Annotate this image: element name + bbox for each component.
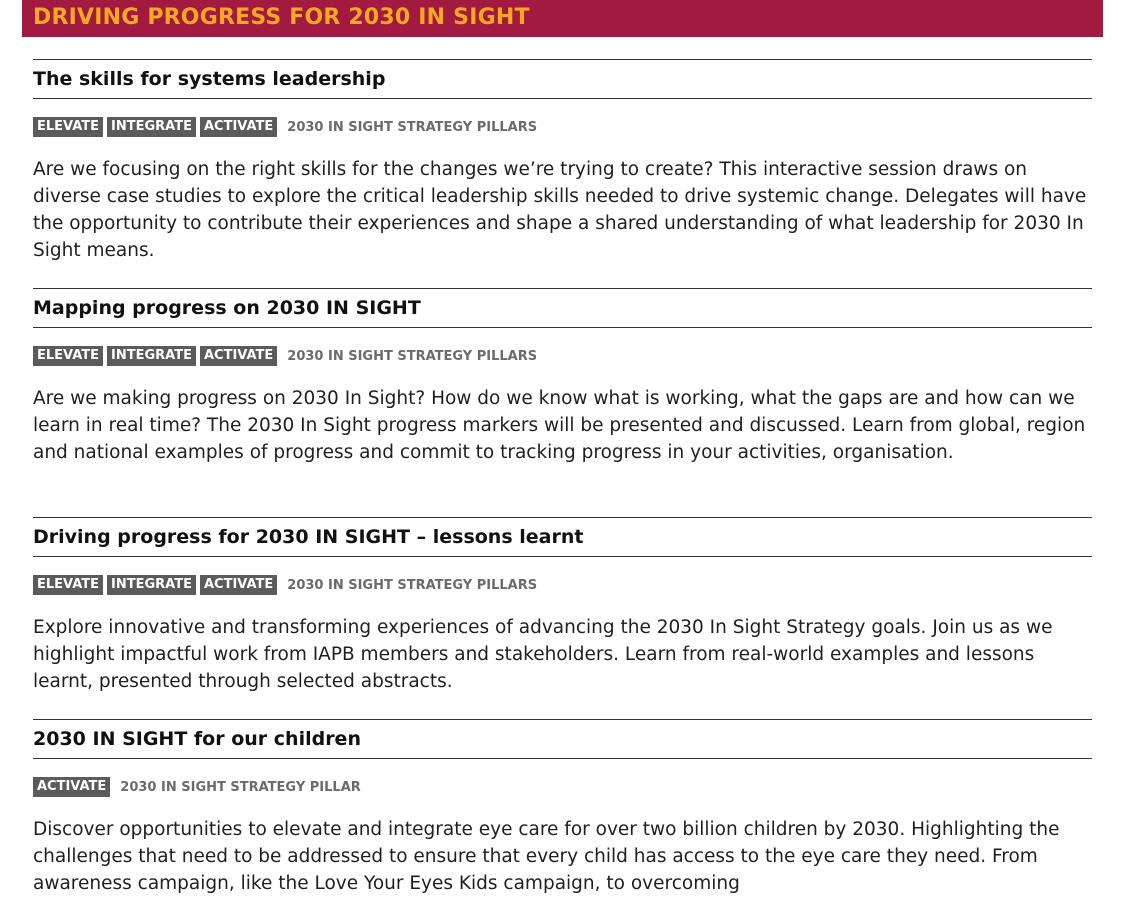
section-title: DRIVING PROGRESS FOR 2030 IN SIGHT bbox=[33, 5, 530, 30]
session-4 bbox=[33, 719, 1092, 897]
pillar-tag-activate: ACTIVATE bbox=[200, 346, 277, 366]
divider-bottom bbox=[33, 758, 1092, 759]
pillar-tag-activate: ACTIVATE bbox=[200, 117, 277, 137]
pillars-label: 2030 IN SIGHT STRATEGY PILLARS bbox=[287, 577, 538, 593]
pillars-row bbox=[33, 777, 1092, 797]
session-description: Discover opportunities to elevate and integrate eye care for over two billion children by 2030. Highlighting the challenges that need to be addressed to ensure that every child has access to the eye care they need. From awareness campaign, like the Love Your Eyes Kids campaign, to overcoming bbox=[33, 819, 1060, 894]
session-description: Are we making progress on 2030 In Sight? How do we know what is working, what the gaps are and how can we learn in real time? The 2030 In Sight progress markers will be presented and discussed. Learn from global, region and national examples of progress and commit to tracking progress in your activities, organisation. bbox=[33, 388, 1086, 463]
pillars-row bbox=[33, 117, 1092, 137]
session-title: Driving progress for 2030 IN SIGHT – lessons learnt bbox=[33, 526, 584, 548]
session-description: Explore innovative and transforming experiences of advancing the 2030 In Sight Strategy goals. Join us as we highlight impactful work from IAPB members and stakeholders. Learn from real-world examples and lessons learnt, presented through selected abstracts. bbox=[33, 617, 1053, 692]
divider-bottom bbox=[33, 98, 1092, 99]
pillars-label: 2030 IN SIGHT STRATEGY PILLAR bbox=[120, 779, 361, 795]
pillar-tag-integrate: INTEGRATE bbox=[107, 346, 196, 366]
divider-bottom bbox=[33, 556, 1092, 557]
divider-bottom bbox=[33, 327, 1092, 328]
pillar-tag-activate: ACTIVATE bbox=[200, 575, 277, 595]
pillars-label: 2030 IN SIGHT STRATEGY PILLARS bbox=[287, 119, 538, 135]
section-header bbox=[22, 0, 1103, 37]
pillar-tag-integrate: INTEGRATE bbox=[107, 575, 196, 595]
session-3 bbox=[33, 517, 1092, 695]
pillar-tag-elevate: ELEVATE bbox=[33, 117, 103, 137]
pillar-tag-elevate: ELEVATE bbox=[33, 346, 103, 366]
session-title: Mapping progress on 2030 IN SIGHT bbox=[33, 297, 421, 319]
pillar-tag-elevate: ELEVATE bbox=[33, 575, 103, 595]
pillars-label: 2030 IN SIGHT STRATEGY PILLARS bbox=[287, 348, 538, 364]
pillars-row bbox=[33, 575, 1092, 595]
session-1 bbox=[33, 59, 1092, 264]
pillars-row bbox=[33, 346, 1092, 366]
pillar-tag-integrate: INTEGRATE bbox=[107, 117, 196, 137]
session-description: Are we focusing on the right skills for the changes we’re trying to create? This interactive session draws on diverse case studies to explore the critical leadership skills needed to drive systemic change. Delegates will have the opportunity to contribute their experiences and shape a shared understanding of what leadership for 2030 In Sight means. bbox=[33, 159, 1087, 261]
session-title: The skills for systems leadership bbox=[33, 68, 386, 90]
session-title: 2030 IN SIGHT for our children bbox=[33, 728, 361, 750]
session-2 bbox=[33, 288, 1092, 466]
pillar-tag-activate: ACTIVATE bbox=[33, 777, 110, 797]
